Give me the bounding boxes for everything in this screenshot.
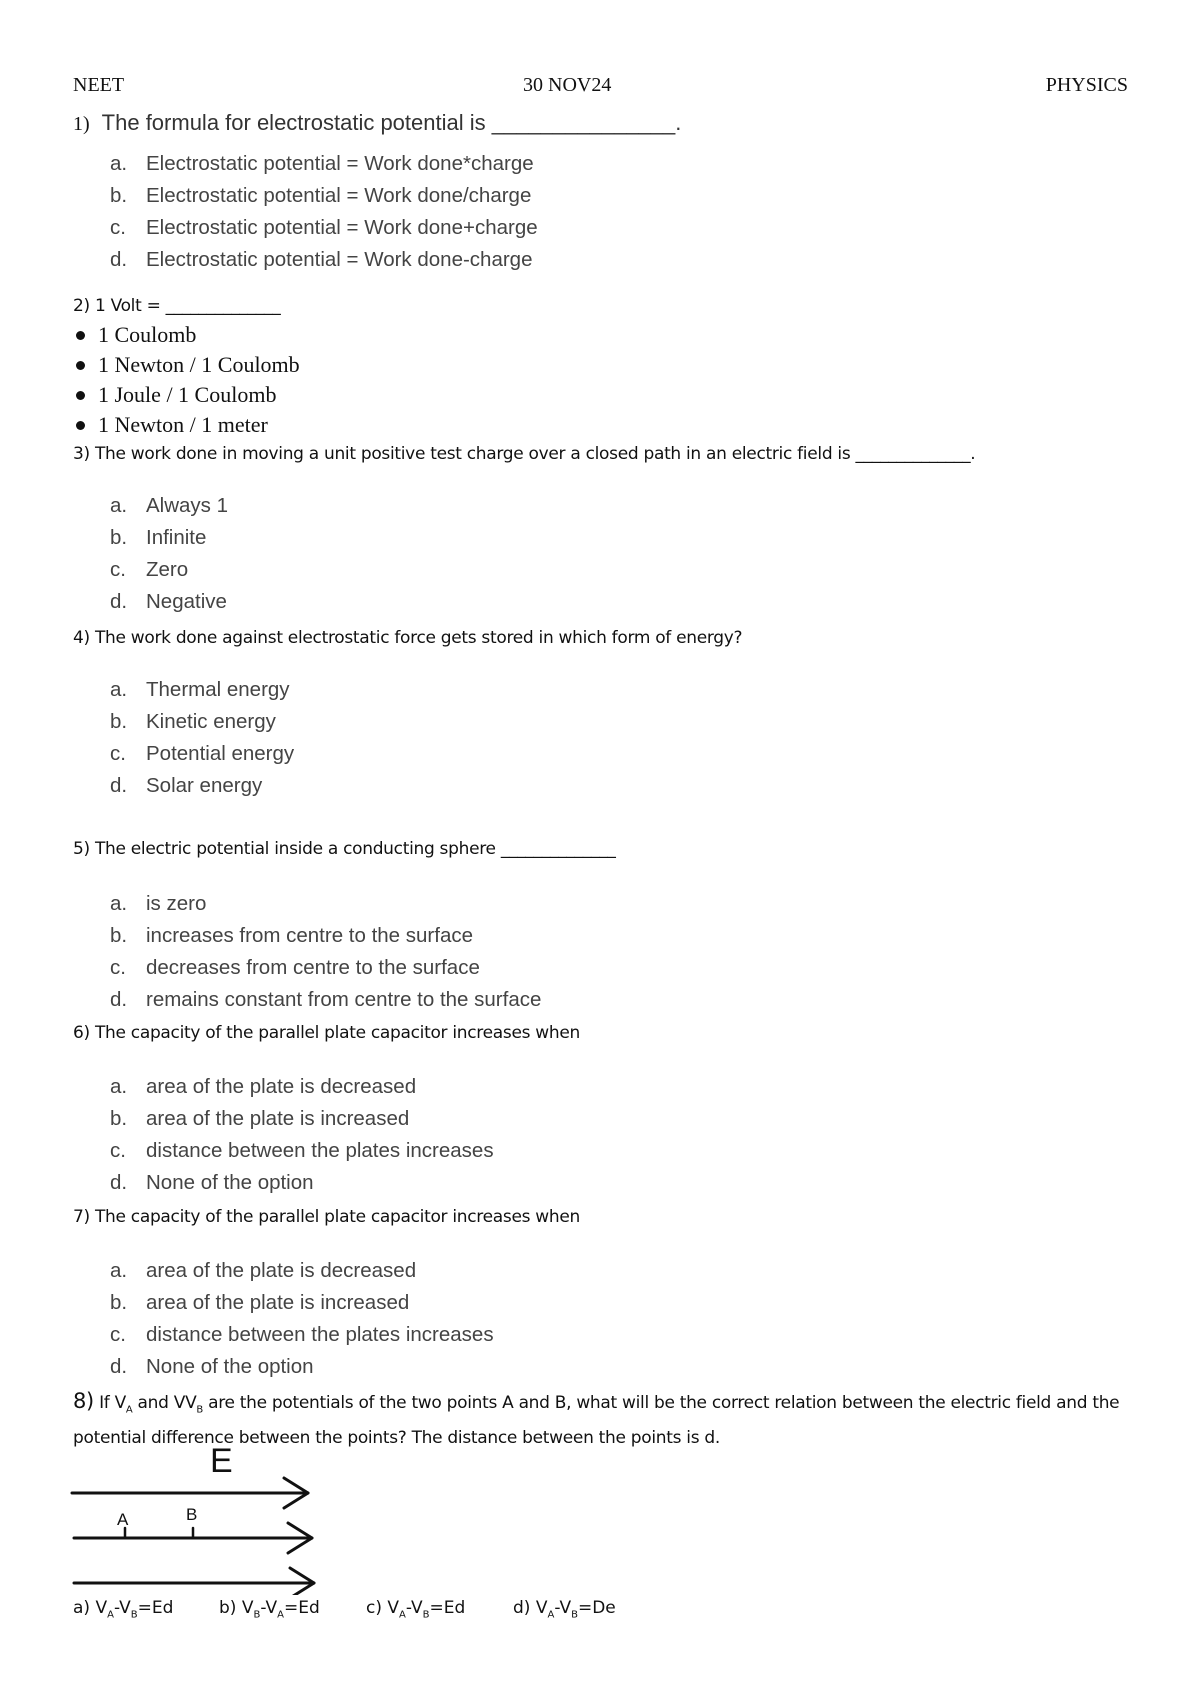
question-3: 3) The work done in moving a unit positive test charge over a closed path in an electric field is ______________. (73, 444, 976, 464)
option-c: c. decreases from centre to the surface (110, 956, 480, 979)
question-1 (73, 110, 681, 136)
option-a: a. Always 1 (110, 494, 229, 517)
option-3: 1 Joule / 1 Coulomb (73, 380, 300, 410)
question-4-options (110, 674, 294, 802)
option-c: c. Potential energy (110, 742, 295, 765)
header-date: 30 NOV24 (523, 74, 612, 96)
option-d: d) $V_A-V_B=De$ (513, 1598, 616, 1621)
question-4: 4) The work done against electrostatic force gets stored in which form of energy? (73, 628, 743, 648)
option-a: a. Thermal energy (110, 678, 290, 701)
option-c: c. Zero (110, 558, 189, 581)
option-a: a. is zero (110, 892, 207, 915)
point-a-label: A (117, 1510, 129, 1529)
option-2: 1 Newton / 1 Coulomb (73, 350, 300, 380)
option-a: a. area of the plate is decreased (110, 1075, 417, 1098)
option-d: d. Solar energy (110, 774, 263, 797)
option-4: 1 Newton / 1 meter (73, 410, 300, 440)
field-label-e: E (210, 1442, 233, 1480)
option-b: b. Electrostatic potential = Work done/charge (110, 184, 532, 207)
option-b: b. area of the plate is increased (110, 1291, 410, 1314)
question-7: 7) The capacity of the parallel plate capacitor increases when (73, 1207, 580, 1227)
question-8: 8) If $V_A$ and $VV_B$ are the potentials of the two points A and B, what will be the correct relation between the electric field and the potential difference between the points? The distance between the points is d. (73, 1389, 1120, 1449)
option-b: b. increases from centre to the surface (110, 924, 474, 947)
option-d: d. None of the option (110, 1355, 314, 1378)
question-7-options (110, 1255, 494, 1383)
question-6: 6) The capacity of the parallel plate capacitor increases when (73, 1023, 580, 1043)
question-number: 8) (73, 1389, 94, 1413)
question-2: 2) 1 Volt = ______________ (73, 296, 281, 316)
option-a: a) $V_A-V_B=Ed$ (73, 1598, 174, 1621)
option-d: d. remains constant from centre to the surface (110, 988, 542, 1011)
option-c: c. distance between the plates increases (110, 1323, 494, 1346)
electric-field-diagram (70, 1440, 330, 1595)
point-b-label: B (186, 1505, 198, 1524)
option-b: b) $V_B-V_A=Ed$ (219, 1598, 320, 1621)
option-a: a. area of the plate is decreased (110, 1259, 417, 1282)
option-d: d. Negative (110, 590, 227, 613)
question-6-options (110, 1071, 494, 1199)
option-d: d. Electrostatic potential = Work done-charge (110, 248, 533, 271)
question-text: The formula for electrostatic potential is _______________. (101, 110, 682, 135)
question-1-options (110, 148, 538, 276)
option-b: b. area of the plate is increased (110, 1107, 410, 1130)
option-c: c. Electrostatic potential = Work done+charge (110, 216, 538, 239)
question-5-options (110, 888, 541, 1016)
question-5: 5) The electric potential inside a conducting sphere ______________ (73, 839, 616, 859)
option-c: c. distance between the plates increases (110, 1139, 494, 1162)
page-header (73, 74, 1128, 100)
question-3-options (110, 490, 228, 618)
option-1: 1 Coulomb (73, 320, 300, 350)
option-b: b. Infinite (110, 526, 207, 549)
option-c: c) $V_A-V_B=Ed$ (366, 1598, 466, 1621)
option-d: d. None of the option (110, 1171, 314, 1194)
option-a: a. Electrostatic potential = Work done*charge (110, 152, 534, 175)
question-2-options (73, 320, 300, 440)
question-number: 1) (73, 113, 90, 135)
option-b: b. Kinetic energy (110, 710, 276, 733)
header-subject: PHYSICS (1045, 74, 1128, 96)
header-exam-name: NEET (73, 74, 125, 96)
